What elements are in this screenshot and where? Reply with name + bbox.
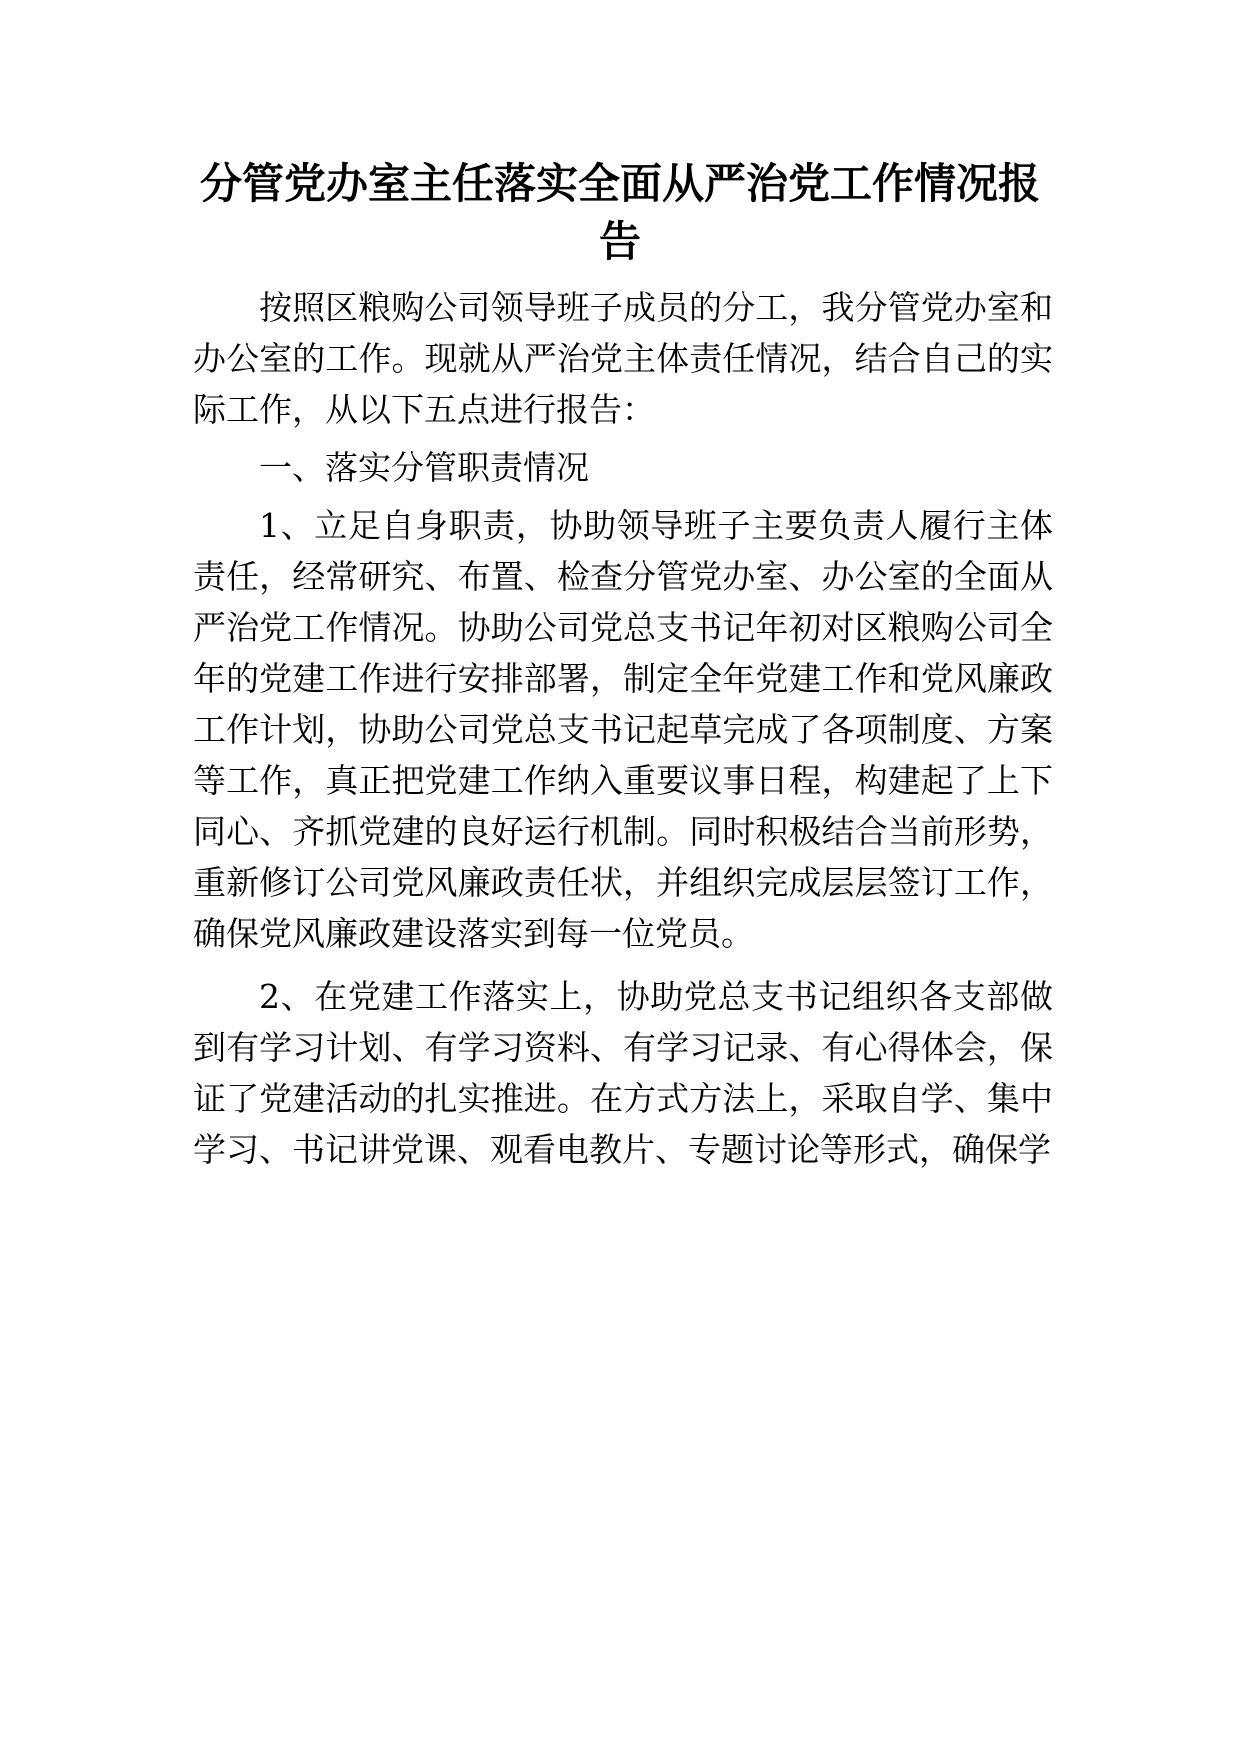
paragraph-item-1: 1、立足自身职责，协助领导班子主要负责人履行主体责任，经常研究、布置、检查分管党办室、办公室的全面从严治党工作情况。协助公司党总支书记年初对区粮购公司全年的党建工作进行安排部署，制定全年党建工作和党风廉政工作计划，协助公司党总支书记起草完成了各项制度、方案等工作，真正把党建工作纳入重要议事日程，构建起了上下同心、齐抓党建的良好运行机制。同时积极结合当前形势，重新修订公司党风廉政责任状，并组织完成层层签订工作，确保党风廉政建设落实到每一位党员。 — [193, 506, 1053, 953]
document-body — [193, 282, 1053, 1175]
section-heading: 一、落实分管职责情况 — [259, 448, 589, 487]
paragraph-intro: 按照区粮购公司领导班子成员的分工，我分管党办室和办公室的工作。现就从严治党主体责任情况，结合自己的实际工作，从以下五点进行报告： — [193, 288, 1053, 429]
document-title: 分管党办室主任落实全面从严治党工作情况报告 — [199, 159, 1040, 266]
paragraph-item-2: 2、在党建工作落实上，协助党总支书记组织各支部做到有学习计划、有学习资料、有学习记录、有心得体会，保证了党建活动的扎实推进。在方式方法上，采取自学、集中学习、书记讲党课、观看电教片、专题讨论等形式，确保学 — [193, 977, 1053, 1169]
